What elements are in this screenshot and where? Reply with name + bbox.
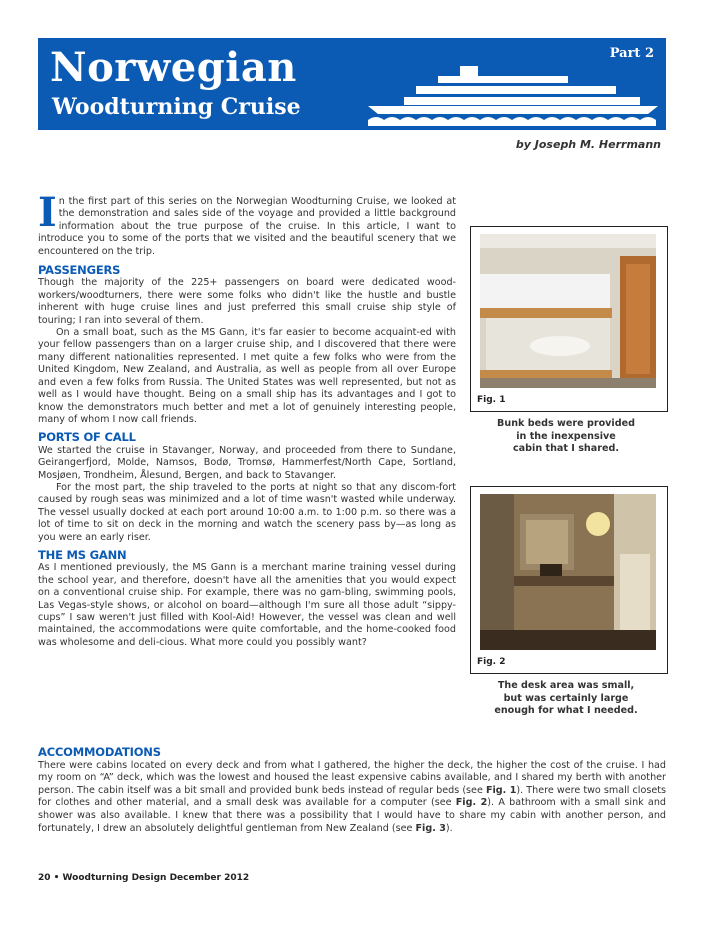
fig-ref-2: Fig. 2 (455, 797, 488, 809)
caption-2-line-1: The desk area was small, (497, 680, 635, 691)
caption-1-line-1: Bunk beds were provided (497, 418, 635, 429)
desk-area-photo (480, 494, 656, 650)
drop-cap: I (38, 189, 57, 236)
intro-text: n the first part of this series on the Norwegian Woodturning Cruise, we looked at the demonstration and sales side of the voyage and provided a little background information about the true purpose of the cruise. In this article, I want to introduce you to some of the ports that we visited and the beautiful scenery that we encountered on the trip. (38, 196, 456, 257)
ship-icon (368, 64, 658, 126)
caption-1-line-2: in the inexpensive (516, 430, 616, 442)
gann-p1: As I mentioned previously, the MS Gann is a merchant marine training vessel during the school year, and therefore, doesn't have all the amenities that you would expect on a conventional cruise ship. For example, there was no gam-bling, swimming pools, Las Vegas-style shows, or alcohol on board—although I'm sure all those adult “sippy-cups” I saw weren't just filled with Kool-Aid! However, the vessel was clean and well maintained, the accommodations were quite comfortable, and the home-cooked food was wholesome and deli-cious. What more could you possibly want? (38, 562, 456, 648)
heading-ms-gann: THE MS GANN (38, 547, 127, 562)
byline: by Joseph M. Herrmann (515, 138, 661, 151)
figure-2 (470, 486, 668, 674)
caption-2-line-2: but was certainly large (503, 692, 629, 704)
accommodations-section (38, 741, 666, 835)
heading-passengers: PASSENGERS (38, 263, 121, 278)
intro-paragraph (38, 189, 456, 258)
figure-1-label: Fig. 1 (477, 395, 506, 405)
figure-1-caption (481, 418, 651, 456)
heading-ports: PORTS OF CALL (38, 430, 136, 445)
accom-text-2: ). There were two small closets for clothes and other material, and a small desk was available for a computer (see (38, 784, 667, 809)
accom-text-3: ). A bathroom with a small sink and shower was also available. I knew that there was a possibility that I would have to share my cabin with another person, and fortunately, I drew an absolutely delightful gentleman from New Zealand (see (38, 797, 666, 834)
title-banner (38, 38, 666, 130)
title-line-2: Woodturning Cruise (52, 94, 301, 120)
caption-1-line-3: cabin that I shared. (513, 443, 619, 455)
accom-text-1: There were cabins located on every deck and from what I gathered, the higher the deck, the higher the cost of the cruise. I had my room on “A” deck, which was the lowest and housed the least expensive cabins available, and I shared my berth with another person. The cabin itself was a bit small and provided bunk beds instead of regular beds (see (38, 759, 666, 796)
figure-2-caption (481, 680, 651, 718)
fig-ref-1: Fig. 1 (485, 784, 517, 796)
main-column (38, 189, 456, 649)
bunk-beds-photo (480, 234, 656, 388)
heading-accommodations: ACCOMMODATIONS (38, 745, 161, 759)
ports-p2: For the most part, the ship traveled to the ports at night so that any discom-fort caused by rough seas was minimized and a lot of time wasn't wasted while underway. The vessel usually docked at each port around 10:00 a.m. to 1:00 p.m. so there was a lot of time to sit on deck in the morning and watch the scenery pass by—as long as you were an early riser. (38, 481, 456, 543)
figure-1 (470, 226, 668, 412)
part-label: Part 2 (609, 46, 654, 61)
title-line-1: Norwegian (50, 44, 297, 91)
caption-2-line-3: enough for what I needed. (494, 705, 638, 717)
ports-p1: We started the cruise in Stavanger, Norway, and proceeded from there to Sundane, Geirangerfjord, Molde, Namsos, Bodø, Tromsø, Hammerfest/North Cape, Sortland, Mosjøen, Trondheim, Ålesund, Bergen, and back to Stavanger. (38, 444, 456, 481)
accom-text-4: ). (445, 822, 453, 834)
passengers-p1: Though the majority of the 225+ passengers on board were dedicated wood-workers/woodturners, there were some folks who didn't like the hustle and bustle inherent with huge cruise lines and just preferred this small cruise ship style of touring; I ran into several of them. (38, 277, 456, 326)
accommodations-p1 (38, 760, 666, 836)
fig-ref-3: Fig. 3 (415, 822, 446, 834)
page-footer: 20 • Woodturning Design December 2012 (38, 873, 250, 883)
figure-2-label: Fig. 2 (477, 657, 506, 667)
passengers-p2: On a small boat, such as the MS Gann, it's far easier to become acquaint-ed with your fellow passengers than on a larger cruise ship, and I discovered that there were many different nationalities represented. I met quite a few folks who were from the United Kingdom, New Zealand, and Australia, as well as people from all over Europe and even a few folks from Russia. The United States was well represented, but not as well as I would have thought. Being on a small ship has its advantages and I got to know the demonstrators much better and met a lot of genuinely interesting people, many of whom I now call friends. (38, 327, 456, 425)
